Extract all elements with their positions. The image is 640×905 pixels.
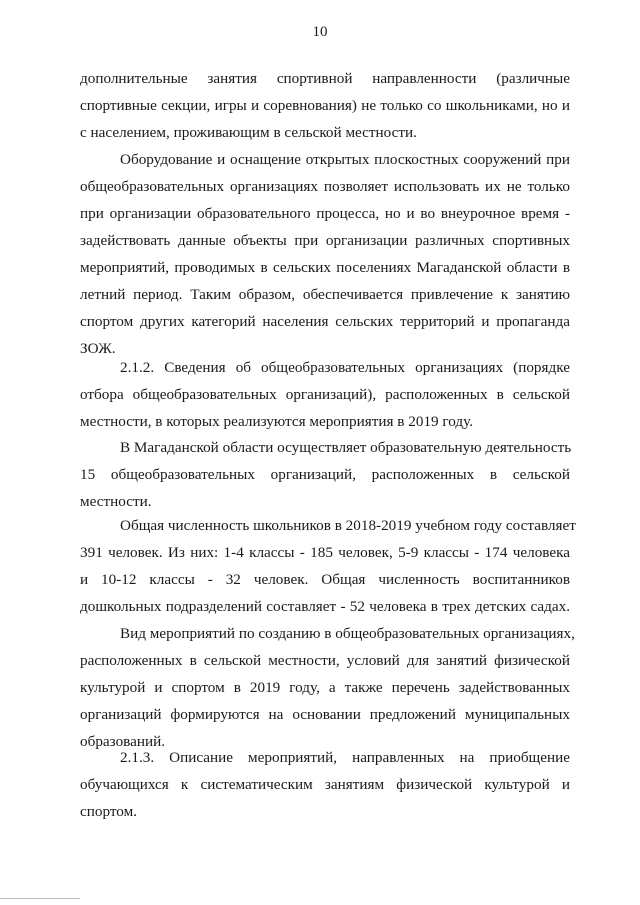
text-line: спортивные секции, игры и соревнования) не только со школьниками, но и (80, 97, 570, 114)
paragraph-5 (80, 512, 576, 620)
text-line: образований. (80, 733, 166, 750)
section-2-1-2-heading (80, 354, 570, 435)
paragraph-4 (80, 434, 570, 515)
text-line: В Магаданской области осуществляет образовательную деятельность (120, 439, 572, 456)
text-line: 391 человек. Из них: 1-4 классы - 185 человек, 5-9 классы - 174 человека (80, 544, 570, 561)
text-line: дополнительные занятия спортивной направленности (различные (80, 70, 570, 87)
page-number: 10 (312, 24, 328, 40)
text-line: Вид мероприятий по созданию в общеобразовательных организациях, (120, 625, 575, 642)
text-line: расположенных в сельской местности, условий для занятий физической (80, 652, 570, 669)
text-line: Оборудование и оснащение открытых плоскостных сооружений при (120, 151, 570, 168)
text-line: отбора общеобразовательных организаций), расположенных в сельской (80, 386, 570, 403)
text-line: обучающихся к систематическим занятиям физической культурой и (80, 776, 570, 793)
text-line: спортом других категорий населения сельских территорий и пропаганда (80, 313, 570, 330)
text-line: организаций формируются на основании предложений муниципальных (80, 706, 570, 723)
text-line: задействовать данные объекты при организации различных спортивных (80, 232, 570, 249)
text-line: общеобразовательных организациях позволяет использовать их не только (80, 178, 570, 195)
text-line: 15 общеобразовательных организаций, расположенных в сельской (80, 466, 570, 483)
text-line: и 10-12 классы - 32 человек. Общая численность воспитанников (80, 571, 570, 588)
scan-edge-mark (0, 898, 80, 899)
text-line: местности, в которых реализуются мероприятия в 2019 году. (80, 413, 474, 430)
section-2-1-3-heading (80, 744, 570, 825)
paragraph-6 (80, 620, 575, 755)
text-line: мероприятий, проводимых в сельских поселениях Магаданской области в (80, 259, 570, 276)
text-line: культурой и спортом в 2019 году, а также перечень задействованных (80, 679, 570, 696)
text-line: 2.1.3. Описание мероприятий, направленных на приобщение (120, 749, 570, 766)
text-line: 2.1.2. Сведения об общеобразовательных организациях (порядке (120, 359, 570, 376)
paragraph-1 (80, 65, 570, 146)
paragraph-2 (80, 146, 570, 362)
text-line: при организации образовательного процесса, но и во внеурочное время - (80, 205, 570, 222)
text-line: местности. (80, 493, 152, 510)
text-line: спортом. (80, 803, 138, 820)
text-line: ЗОЖ. (80, 340, 116, 357)
text-line: Общая численность школьников в 2018-2019 учебном году составляет (120, 517, 576, 534)
text-line: летний период. Таким образом, обеспечивается привлечение к занятию (80, 286, 570, 303)
text-line: с населением, проживающим в сельской местности. (80, 124, 417, 141)
text-line: дошкольных подразделений составляет - 52 человека в трех детских садах. (80, 598, 570, 615)
